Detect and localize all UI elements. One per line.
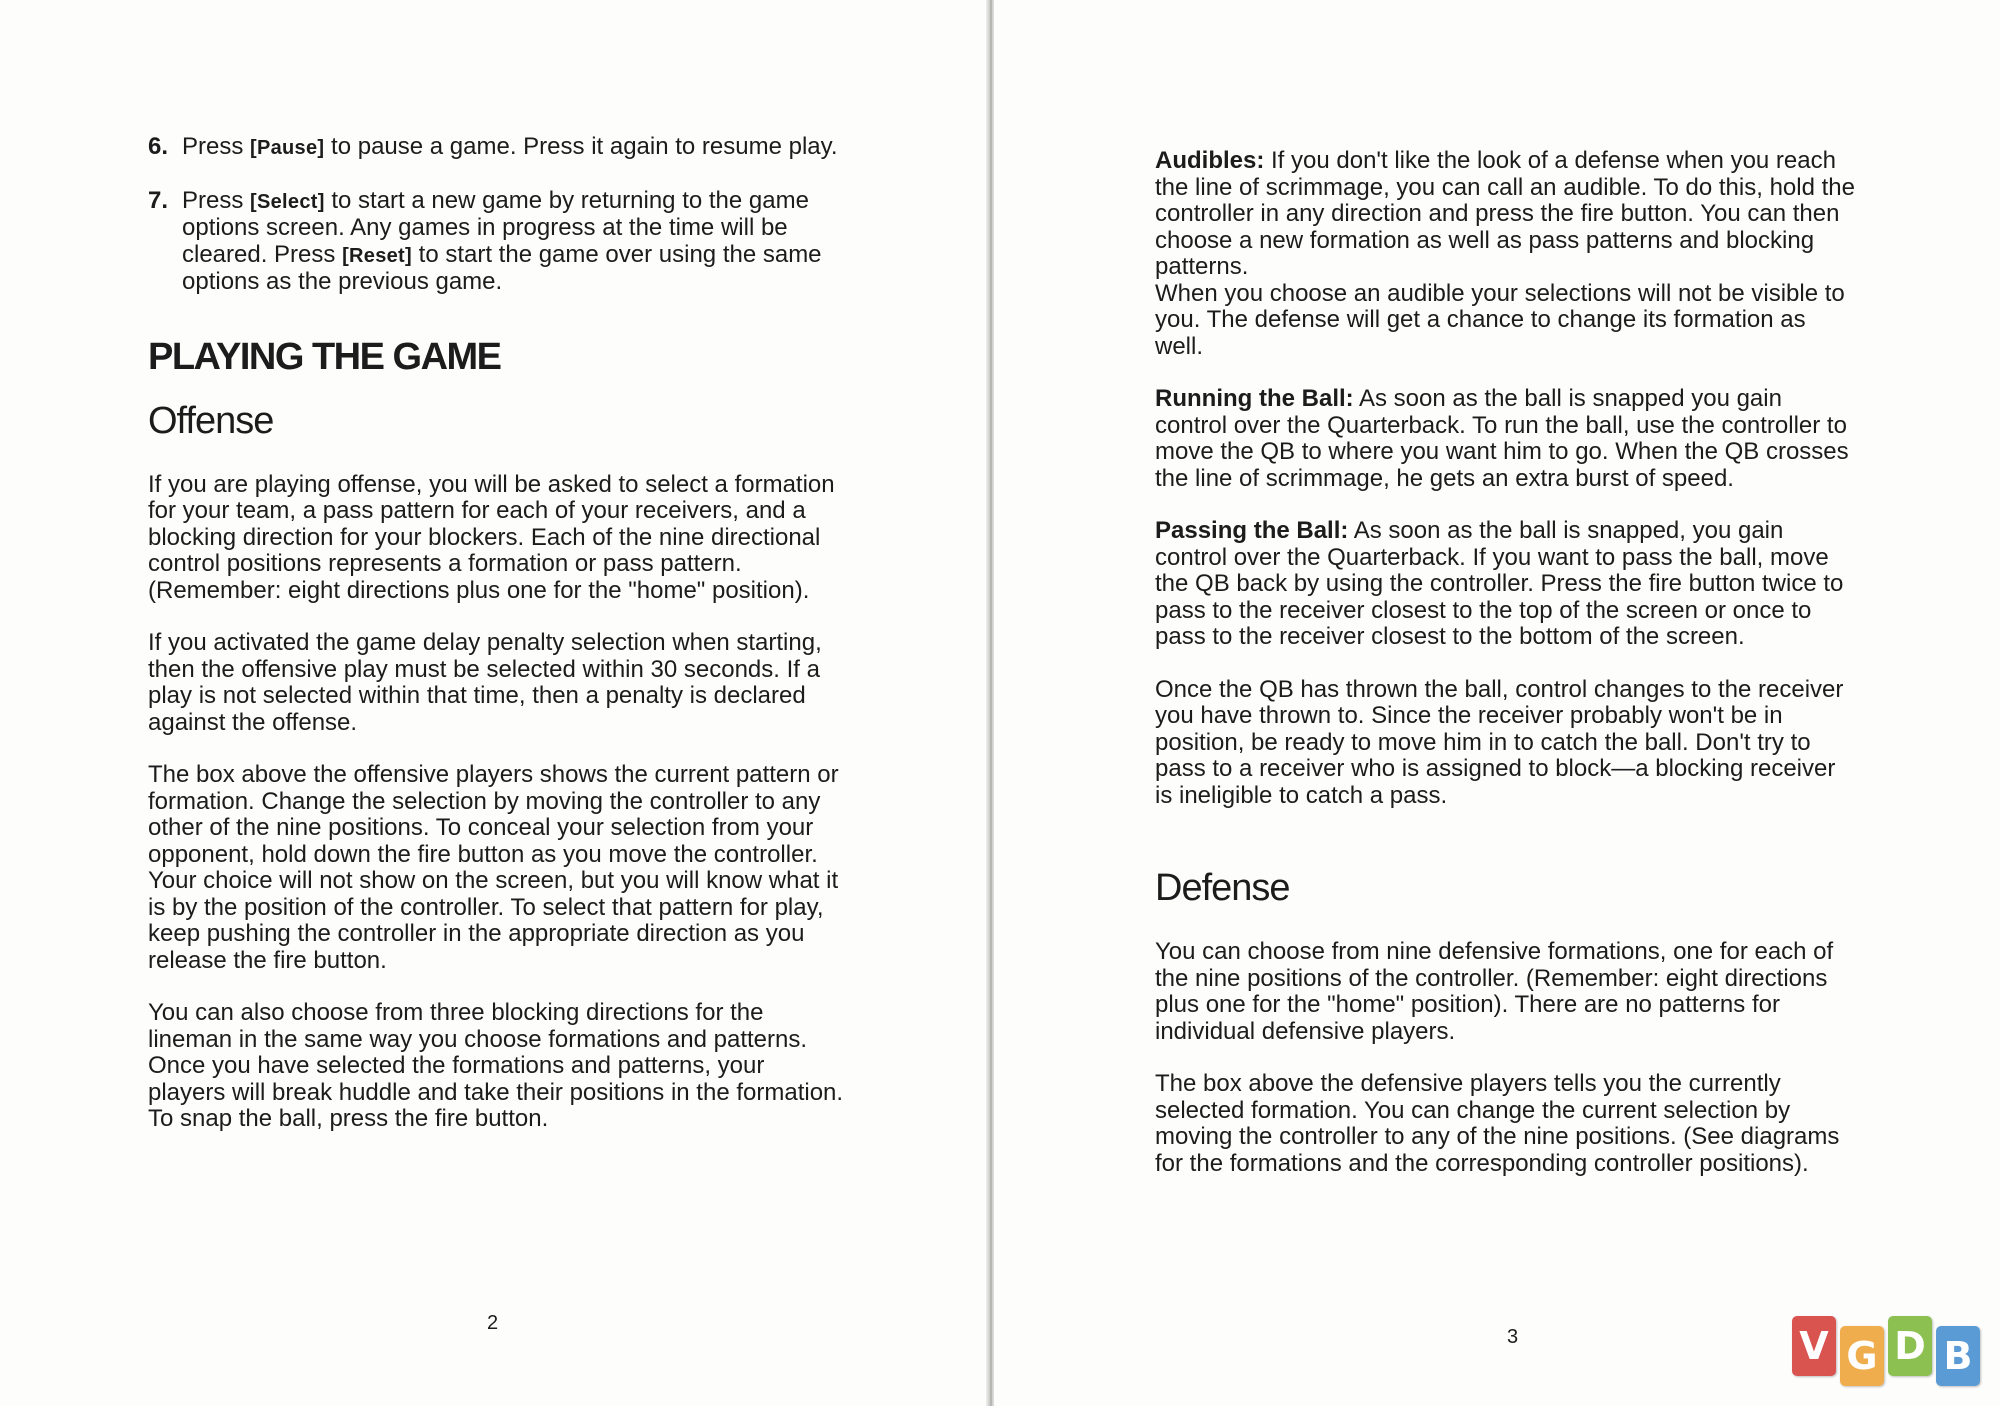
item-text: Press [Pause] to pause a game. Press it again to resume play.: [182, 133, 838, 160]
audibles-term: Audibles:: [1155, 147, 1265, 174]
page-left: [0, 0, 988, 1406]
offense-paragraph-4: You can also choose from three blocking directions for the lineman in the same way you choose formations and patterns. Once you have selected the formations and patterns, your players will break huddle and take their positions in the formation. To snap the ball, press the fire button.: [148, 999, 844, 1132]
offense-heading: Offense: [148, 399, 274, 442]
page-right: [994, 0, 2000, 1406]
offense-paragraph-2: If you activated the game delay penalty selection when starting, then the offensive play must be selected within 30 seconds. If a play is not selected within that time, then a penalty is declared against the offense.: [148, 629, 822, 736]
vgdb-watermark-logo: [1792, 1316, 1982, 1390]
running-term: Running the Ball:: [1155, 385, 1354, 412]
right-column: [1155, 148, 1855, 1203]
list-item-7: [148, 188, 848, 296]
reset-key-label: [Reset]: [342, 244, 412, 267]
defense-paragraph-2: The box above the defensive players tells you the currently selected formation. You can change the current selection by moving the controller to any of the nine positions. (See diagrams for the formations and the corresponding controller positions).: [1155, 1070, 1840, 1177]
item-text: Press [Select] to start a new game by returning to the game options screen. Any games in progress at the time will be cleared. Press [Reset] to start the game over using the same options as the previous game.: [182, 186, 822, 295]
audibles-paragraph: Audibles: If you don't like the look of a defense when you reach the line of scrimmage, you can call an audible. To do this, hold the controller in any direction and press the fire button. You can then choose a new formation as well as pass patterns and blocking patterns. When you choose an audible your selections will not be visible to you. The defense will get a chance to change its formation as well.: [1155, 147, 1855, 360]
section-title: PLAYING THE GAME: [148, 335, 501, 378]
logo-letter-b: B: [1936, 1326, 1980, 1386]
pause-key-label: [Pause]: [250, 137, 325, 159]
defense-heading: Defense: [1155, 867, 1290, 909]
logo-letter-v: V: [1792, 1316, 1836, 1376]
page-number-left: 2: [487, 1312, 499, 1334]
passing-term: Passing the Ball:: [1155, 517, 1349, 544]
left-column: [148, 134, 848, 1159]
logo-letter-d: D: [1888, 1316, 1932, 1376]
defense-paragraph-1: You can choose from nine defensive formations, one for each of the nine positions of the controller. (Remember: eight directions plus one for the "home" position). There are no patterns for individual defensive players.: [1155, 938, 1834, 1045]
passing-paragraph: Passing the Ball: As soon as the ball is snapped, you gain control over the Quarterback. If you want to pass the ball, move the QB back by using the controller. Press the fire button twice to pass to the receiver closest to the top of the screen or once to pass to the receiver closest to the bottom of the screen.: [1155, 517, 1844, 650]
list-item-6: [148, 134, 848, 162]
offense-paragraph-1: If you are playing offense, you will be asked to select a formation for your team, a pass pattern for each of your receivers, and a blocking direction for your blockers. Each of the nine directional control positions represents a formation or pass pattern. (Remember: eight directions plus one for the "home" position).: [148, 470, 835, 604]
page-number-right: 3: [1507, 1326, 1519, 1348]
logo-letter-g: G: [1840, 1326, 1884, 1386]
list-number: 6.: [148, 133, 169, 160]
offense-paragraph-3: The box above the offensive players shows the current pattern or formation. Change the selection by moving the controller to any other of the nine positions. To conceal your selection from your opponent, hold down the fire button as you move the controller. Your choice will not show on the screen, but you will know what it is by the position of the controller. To select that pattern for play, keep pushing the controller in the appropriate direction as you release the fire button.: [148, 761, 839, 974]
running-paragraph: Running the Ball: As soon as the ball is snapped you gain control over the Quarterback. To run the ball, use the controller to move the QB to where you want him to go. When the QB crosses the line of scrimmage, he gets an extra burst of speed.: [1155, 385, 1849, 492]
list-number: 7.: [148, 186, 169, 214]
thrown-paragraph: Once the QB has thrown the ball, control changes to the receiver you have thrown to. Since the receiver probably won't be in position, be ready to move him in to catch the ball. Don't try to pass to a receiver who is assigned to block—a blocking receiver is ineligible to catch a pass.: [1155, 675, 1844, 809]
select-key-label: [Select]: [250, 190, 325, 213]
